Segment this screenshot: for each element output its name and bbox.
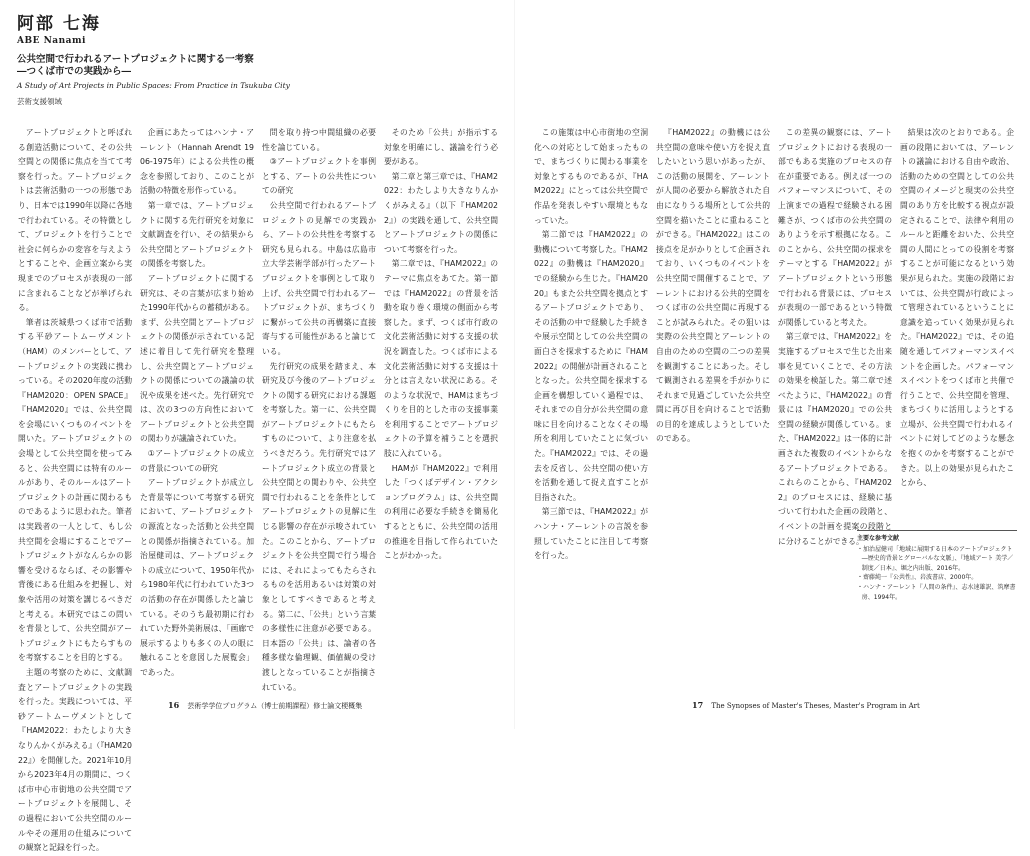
body-paragraph: 第二章と第三章では、『HAM2022：わたしより大きなりんかくがみえる』（以下『HAM2022』）の実践を通して、公共空間とアートプロジェクトの関係について考察を行った。 (384, 171, 498, 254)
page-gutter (514, 0, 515, 729)
article-subtitle-jp: ―つくば市での実践から― (17, 66, 132, 77)
body-paragraph: 第二節では『HAM2022』の動機について考察した。『HAM2022』の動機は『HAM2020』での経験から生じた。『HAM2020』もまた公共空間を拠点とするアートプロジェクトであり、その活動の中で経験した手続きや展示空間としての公共空間の面白さを探求するために『HAM2022』の開催が計画されることとなった。公共空間を探求する企画を構想していく過程では、それまでの自分が公共空間の意味に目を向けることなくその場所を利用していたことに気づいた。『HAM2022』では、その過去を反省し、公共空間の使い方を活動を通して捉え直すことが目指された。 (534, 230, 648, 502)
body-paragraph: 結果は次のとおりである。企画の段階においては、アーレントの議論における自由や政治、活動のための空間としての公共空間のイメージと現実の公共空間のあり方を比較する視点が設定されることで、法律や利用のルールと距離をおいた、公共空間の人間にとっての役割を考察することが可能になるという効果が見られた。実施の段階においては、公共空間が行政によって管理されているということに意識を追っていく効果が見られた。『HAM2022』では、その追随を通してパフォーマンスイベントを企画した。パフォーマンスイベントをつくば市と共催で行うことで、公共空間を管理、まちづくりに活用しようとする立場が、公共空間で行われるイベントに対してどのような懸念を抱くのかを考察することができた。以上の効果が見られたことから、 (900, 128, 1014, 488)
department-label: 芸術支援領域 (17, 97, 62, 106)
body-paragraph: そのため「公共」が指示する対象を明確にし、議論を行う必要がある。 (384, 128, 498, 167)
right-page-number: 17 (692, 700, 704, 710)
right-footer-text: The Synopses of Master's Theses, Master's Program in Art (711, 702, 920, 710)
article-header (17, 14, 477, 107)
body-paragraph: 企画にあたってはハンナ・アーレント（Hannah Arendt 1906-1975年）による公共性の概念を参照しており、このことが活動の特徴を形作っている。 (140, 128, 254, 196)
body-paragraph: HAMが『HAM2022』で利用した「つくばデザイン・アクションプログラム」は、公共空間の利用に必要な手続きを簡易化するとともに、公共空間の活用の推進を目指して作られていたことがわかった。 (384, 463, 498, 561)
left-footer-text: 芸術学学位プログラム（博士前期課程）修士論文梗概集 (187, 702, 363, 710)
references-section (857, 530, 1017, 602)
body-paragraph: 第三章では、『HAM2022』を実施するプロセスで生じた出来事を見ていくことで、その方法の効果を検証した。第二章で述べたように、『HAM2022』の背景には『HAM2020』での公共空間の経験が関係している。また、『HAM2022』は一体的に計画された複数のイベントからなるアートプロジェクトである。これらのことから、『HAM2022』のプロセスには、経験に基づいて行われた企画の段階と、イベントの計画を提案の段階とに分けることができる。 (778, 332, 892, 546)
reference-item: ・齋藤純一『公共性』、岩波書店、2000年。 (857, 574, 978, 582)
reference-item: ・ハンナ・アーレント『人間の条件』、志水速雄訳、筑摩書房、1994年。 (857, 583, 1016, 601)
body-paragraph: 主題の考察のために、文献調査とアートプロジェクトの実践を行った。実践については、平砂アートムーヴメントとして『HAM2022：わたしより大きなりんかくがみえる』（『HAM2022』）を開催した。2021年10月から2023年4月の期間に、つくば市中心市街地の公共空間でアートプロジェクトを展開し、その過程において公共空間のルールやその運用の仕組みについての観察と記録を行った。 (18, 667, 132, 853)
body-column-7 (778, 126, 892, 692)
references-title: 主要な参考文献 (857, 535, 900, 542)
body-column-4 (384, 126, 498, 692)
body-paragraph: 第三節では、『HAM2022』がハンナ・アーレントの言説を参照していたことに注目して考察を行った。 (534, 507, 648, 561)
article-title-jp: 公共空間で行われるアートプロジェクトに関する一考察 (17, 54, 254, 65)
body-paragraph: 筆者は茨城県つくば市で活動する平砂アートムーヴメント（HAM）のメンバーとして、アートプロジェクトの実践に携わっている。その2020年度の活動『HAM2020：OPEN SPACE』『HAM2020』では、公共空間を会場にいくつものイベントを開いた。アートプロジェクトの会場として公共空間を使ってみると、公共空間には特有のルールがあり、そのルールはアートプロジェクトの計画に関わるものであるように思われた。筆者は実践者の一人として、もし公共空間を会場にすることでアートプロジェクトがなんらかの影響を受けるならば、その影響や背後にある仕組みを把握し、対象や活用の対策を講じるべきだと考える。本研究ではこの問いを背景として、公共空間がアートプロジェクトにもたらすものを考察することを目的とする。 (18, 317, 132, 663)
body-column-1 (18, 126, 132, 853)
body-paragraph: ①アートプロジェクトの成立の背景についての研究 (140, 449, 254, 473)
article-title-en: A Study of Art Projects in Public Spaces: From Practice in Tsukuba City (17, 81, 290, 90)
body-paragraph: この施策は中心市街地の空洞化への対応として始まったもので、まちづくりに関わる事業を対象とするものであるが、『HAM2022』にとっては公共空間で作品を発表しやすい環境ともなっていた。 (534, 128, 648, 225)
body-paragraph: 『HAM2022』の動機には公共空間の意味や使い方を捉え直したいという思いがあったが、この活動の展開を、アーレントが人間の必要から解放された自由になりうる場所として公共的空間を描いたことに重ねることができる。『HAM2022』はこの接点を足がかりとして企画されており、いくつものイベントを公共空間で開催することで、アーレントにおける公共的空間をつくば市の公共空間に再現することが試みられた。その狙いは実際の公共空間とアーレントの自由のための空間の二つの差異を観測することにあった。そして観測される差異を手がかりにそれまで見過ごしていた公共空間に再び目を向けることで活動の目的を達成しようとしていたのである。 (656, 128, 770, 444)
body-column-3 (262, 126, 376, 692)
body-paragraph: 問を取り持つ中間組織の必要性を論じている。 (262, 128, 376, 152)
body-column-5 (534, 126, 648, 692)
body-paragraph: この差異の観察には、アートプロジェクトにおける表現の一部でもある実施のプロセスの存在が重要である。例えば一つのパフォーマンスについて、その上演までの過程で経験される困難さが、つくば市の公共空間のありようを示す根拠になる。このことから、公共空間の探求をテーマとする『HAM2022』がアートプロジェクトという形態で行われる背景には、プロセスが表現の一部であるという特徴が関係していると考えた。 (778, 128, 892, 327)
body-paragraph: ③アートプロジェクトを事例とする、アートの公共性についての研究 (262, 157, 376, 196)
body-paragraph: 第一章では、アートプロジェクトに関する先行研究を対象に文献調査を行い、その結果から公共空間とアートプロジェクトの関係を考察した。 (140, 200, 254, 269)
body-paragraph: 公共空間で行われるアートプロジェクトの見解での実践から、アートの公共性を考察する研究も見られる。中島は広島市立大学芸術学部が行ったアートプロジェクトを事例として取り上げ、公共空間で行われるアートプロジェクトが、まちづくりに繋がって公共の再構築に直接寄与する可能性があると論じている。 (262, 200, 376, 356)
body-paragraph: 第二章では、『HAM2022』のテーマに焦点をあてた。第一節では『HAM2022』の背景を活動を取り巻く環境の側面から考察した。まず、つくば市行政の文化芸術活動に対する支援の状況を調査した。つくば市による文化芸術活動に対する支援は十分とは言えない状況にある。そのような状況で、HAMはまちづくりを目的とした市の支援事業を利用することでアートプロジェクトの予算を補うことを選択肢に入れている。 (384, 259, 498, 459)
body-paragraph: アートプロジェクトに関する研究は、その言葉が広まり始めた1990年代からの蓄積がある。まず、公共空間とアートプロジェクトの関係が示されている記述に着目して先行研究を整理し、公共空間とアートプロジェクトの関係についての議論の状況や成果を述べた。先行研究では、次の3つの方向性においてアートプロジェクトと公共空間の関わりが議論されていた。 (140, 273, 254, 444)
left-page-footer (168, 700, 362, 711)
body-column-8 (900, 126, 1014, 526)
author-name-jp: 阿部 七海 (17, 14, 101, 34)
body-paragraph: アートプロジェクトと呼ばれる創造活動について、その公共空間との関係に焦点を当てて考察を行った。アートプロジェクトは芸術活動の一つの形態であり、日本では1990年以降に各地で行われている。その特徴として、プロジェクトを行うことで社会に何らかの変容を与えようとすることや、企画立案から実現までのプロセスが表現の一部に含まれることなどが挙げられる。 (18, 128, 132, 313)
body-column-6 (656, 126, 770, 692)
body-paragraph: アートプロジェクトが成立した背景等について考察する研究において、アートプロジェクトの源流となった活動と公共空間との関係が指摘されている。加治屋健司は、アートプロジェクトの成立について、1950年代から1980年代に行われていた3つの活動の存在が関係したと論じている。そのうち最初期に行われていた野外美術展は、「画廊で展示するよりも多くの人の眼に触れることを意図した展覧会」であった。 (140, 478, 254, 677)
reference-item: ・加治屋健司「地域に展開する日本のアートプロジェクト―歴史的背景とグローバルな文脈」、『地域アート 美学／制度／日本』、堀之内出版、2016年。 (857, 545, 1014, 572)
right-page-footer (692, 700, 920, 711)
body-paragraph: 先行研究の成果を踏まえ、本研究及び今後のアートプロジェクトの関する研究における課題を考察した。第一に、公共空間がアートプロジェクトにもたらすものについて、より注意を払うべきだろう。先行研究ではアートプロジェクト成立の背景と公共空間との関わりや、公共空間で行われることを条件としてアートプロジェクトの見解に生じる影響の存在が示唆されていた。このことから、アートプロジェクトを公共空間で行う場合には、それによってもたらされるものを活用あるいは対策の対象としてすべきであると考える。第二に、「公共」という言葉の多様性に注意が必要である。日本語の「公共」は、論者の各種多様な倫理観、価値観の受け渡しとなっていることが指摘されている。 (262, 361, 376, 692)
author-name-en: ABE Nanami (17, 36, 86, 46)
body-column-2 (140, 126, 254, 692)
left-page-number: 16 (168, 700, 180, 710)
references-list (857, 545, 1017, 603)
